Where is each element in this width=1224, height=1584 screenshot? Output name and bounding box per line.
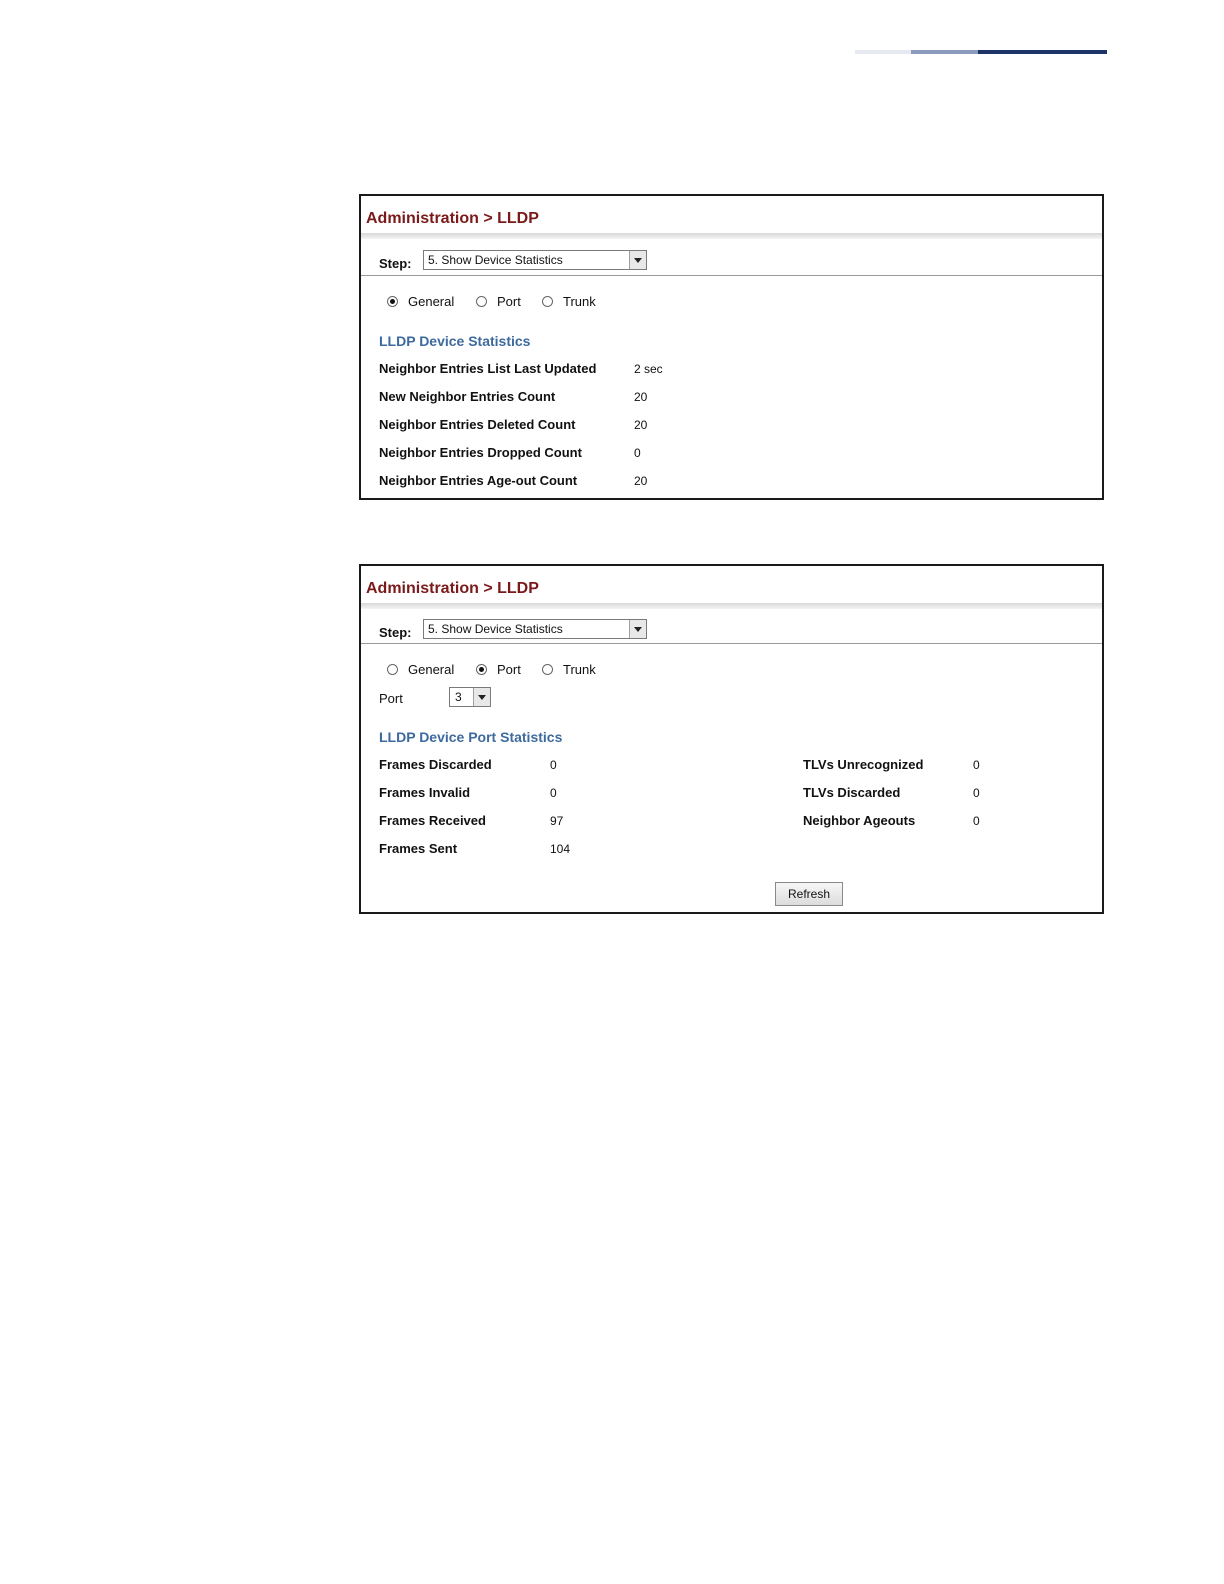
step-label: Step: bbox=[379, 256, 412, 271]
radio-general[interactable] bbox=[387, 662, 454, 677]
stat-value: 0 bbox=[973, 814, 980, 828]
stat-value: 2 sec bbox=[634, 362, 663, 376]
radio-checked-icon[interactable] bbox=[387, 296, 398, 307]
stat-value: 20 bbox=[634, 418, 648, 432]
stat-label: Frames Received bbox=[379, 813, 486, 828]
header-rule-light bbox=[855, 50, 911, 54]
step-divider bbox=[361, 275, 1102, 276]
stat-value: 0 bbox=[973, 786, 980, 800]
radio-trunk[interactable] bbox=[542, 294, 596, 309]
stat-label: Neighbor Ageouts bbox=[803, 813, 916, 828]
stat-label: TLVs Unrecognized bbox=[803, 757, 924, 772]
radio-general[interactable] bbox=[387, 294, 454, 309]
stat-value: 0 bbox=[550, 786, 557, 800]
radio-trunk[interactable] bbox=[542, 662, 596, 677]
step-select[interactable] bbox=[423, 250, 647, 270]
step-select-value: 5. Show Device Statistics bbox=[428, 253, 563, 267]
stat-value: 0 bbox=[973, 758, 980, 772]
stat-label: Neighbor Entries Age-out Count bbox=[379, 473, 578, 488]
chevron-down-icon[interactable] bbox=[629, 251, 646, 269]
lldp-port-panel bbox=[359, 564, 1104, 914]
stat-value: 97 bbox=[550, 814, 564, 828]
port-label: Port bbox=[379, 691, 403, 706]
stat-label: Neighbor Entries Deleted Count bbox=[379, 417, 576, 432]
section-title: LLDP Device Statistics bbox=[379, 333, 531, 349]
title-divider bbox=[361, 233, 1102, 239]
radio-port[interactable] bbox=[476, 662, 521, 677]
stat-value: 104 bbox=[550, 842, 571, 856]
radio-general-label: General bbox=[408, 294, 455, 309]
radio-unchecked-icon[interactable] bbox=[542, 296, 553, 307]
stat-value: 0 bbox=[634, 446, 641, 460]
lldp-general-panel bbox=[359, 194, 1104, 500]
stat-label: Frames Sent bbox=[379, 841, 458, 856]
radio-port[interactable] bbox=[476, 294, 521, 309]
stat-value: 20 bbox=[634, 390, 648, 404]
section-title: LLDP Device Port Statistics bbox=[379, 729, 563, 745]
chevron-down-icon[interactable] bbox=[473, 688, 490, 706]
radio-unchecked-icon[interactable] bbox=[476, 296, 487, 307]
radio-unchecked-icon[interactable] bbox=[542, 664, 553, 675]
radio-unchecked-icon[interactable] bbox=[387, 664, 398, 675]
page-title: Administration > LLDP bbox=[366, 210, 539, 227]
radio-port-label: Port bbox=[497, 662, 521, 677]
stat-label: Frames Invalid bbox=[379, 785, 471, 800]
step-select[interactable] bbox=[423, 619, 647, 639]
step-select-value: 5. Show Device Statistics bbox=[428, 622, 563, 636]
radio-trunk-label: Trunk bbox=[563, 294, 596, 309]
radio-general-label: General bbox=[408, 662, 455, 677]
stat-value: 20 bbox=[634, 474, 648, 488]
chevron-down-icon[interactable] bbox=[629, 620, 646, 638]
step-label: Step: bbox=[379, 625, 412, 640]
radio-checked-icon[interactable] bbox=[476, 664, 487, 675]
radio-port-label: Port bbox=[497, 294, 521, 309]
radio-trunk-label: Trunk bbox=[563, 662, 596, 677]
step-divider bbox=[361, 643, 1102, 644]
header-rule-dark bbox=[978, 50, 1107, 54]
stat-label: New Neighbor Entries Count bbox=[379, 389, 556, 404]
stat-value: 0 bbox=[550, 758, 557, 772]
title-divider bbox=[361, 603, 1102, 609]
stat-label: Neighbor Entries Dropped Count bbox=[379, 445, 582, 460]
header-rule-mid bbox=[911, 50, 978, 54]
page-title: Administration > LLDP bbox=[366, 580, 539, 597]
stat-label: Neighbor Entries List Last Updated bbox=[379, 361, 597, 376]
port-select-value: 3 bbox=[455, 690, 462, 704]
port-select[interactable] bbox=[449, 687, 491, 707]
stat-label: Frames Discarded bbox=[379, 757, 492, 772]
stat-label: TLVs Discarded bbox=[803, 785, 901, 800]
refresh-button[interactable]: Refresh bbox=[775, 882, 843, 906]
